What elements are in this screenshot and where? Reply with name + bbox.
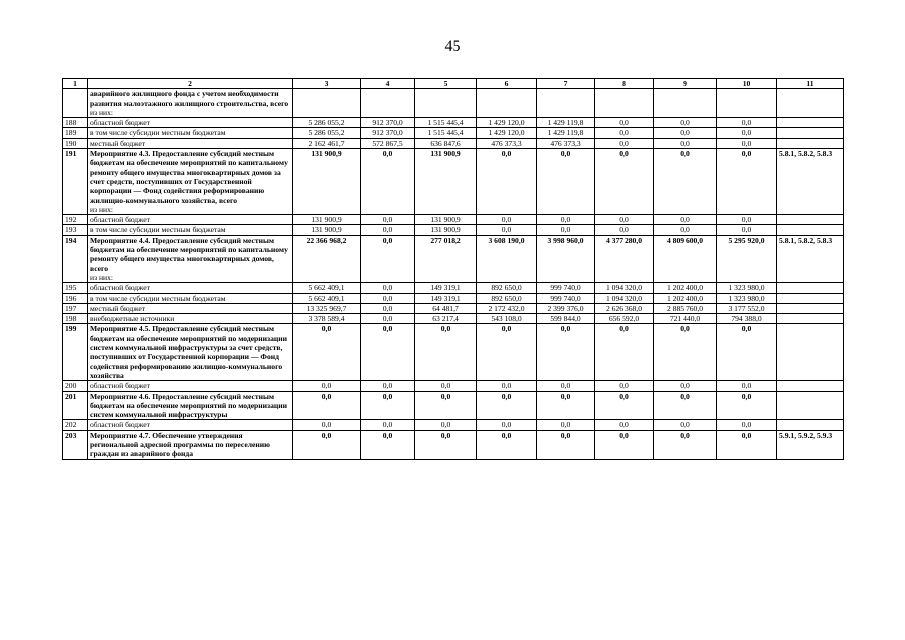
row-description	[88, 303, 293, 313]
row-description-text: внебюджетные источники	[90, 314, 175, 324]
value-cell: 0,0	[654, 128, 717, 138]
row-number: 193	[63, 225, 88, 235]
value-cell: 0,0	[477, 324, 537, 381]
value-cell: 1 202 400,0	[654, 293, 717, 303]
value-cell: 0,0	[477, 430, 537, 459]
indicator-code-cell	[777, 215, 844, 225]
value-cell: 2 885 760,0	[654, 303, 717, 313]
table-row	[63, 283, 844, 293]
header-cell-5: 5	[415, 79, 477, 89]
value-cell: 912 370,0	[361, 128, 415, 138]
value-cell: 0,0	[717, 324, 777, 381]
value-cell: 912 370,0	[361, 118, 415, 128]
value-cell	[293, 89, 361, 118]
value-cell: 0,0	[361, 314, 415, 324]
value-cell: 131 900,9	[293, 225, 361, 235]
value-cell	[415, 89, 477, 118]
value-cell: 22 366 968,2	[293, 235, 361, 282]
value-cell: 0,0	[361, 420, 415, 430]
row-description-text: местный бюджет	[90, 303, 146, 313]
table-header-row	[63, 79, 844, 89]
value-cell: 0,0	[654, 118, 717, 128]
value-cell: 0,0	[477, 420, 537, 430]
value-cell: 0,0	[361, 215, 415, 225]
value-cell: 5 286 055,2	[293, 118, 361, 128]
value-cell: 0,0	[361, 381, 415, 391]
value-cell: 0,0	[595, 215, 654, 225]
table-row	[63, 138, 844, 148]
indicator-code-cell: 5.8.1, 5.8.2, 5.8.3	[777, 235, 844, 282]
value-cell: 0,0	[717, 149, 777, 215]
row-description-tail: из них:	[90, 107, 113, 117]
row-description	[88, 118, 293, 128]
value-cell: 0,0	[595, 391, 654, 420]
indicator-code-cell	[777, 314, 844, 324]
value-cell: 0,0	[537, 149, 595, 215]
row-description	[88, 235, 293, 282]
table-row	[63, 391, 844, 420]
value-cell: 0,0	[654, 391, 717, 420]
value-cell: 0,0	[717, 138, 777, 148]
row-description	[88, 324, 293, 381]
indicator-code-cell	[777, 128, 844, 138]
header-cell-8: 8	[595, 79, 654, 89]
row-description-text: в том числе субсидии местным бюджетам	[90, 128, 226, 138]
value-cell: 0,0	[537, 391, 595, 420]
table-row	[63, 215, 844, 225]
value-cell	[537, 89, 595, 118]
value-cell: 4 809 600,0	[654, 235, 717, 282]
page-number: 45	[444, 38, 461, 55]
value-cell: 0,0	[361, 149, 415, 215]
row-description-text: Мероприятие 4.5. Предоставление субсидий местным бюджетам на обеспечение мероприятий по модернизации систем коммунальной инфраструктуры за счет средств, поступивших от Государственной корпорации — Фонд содействия реформированию жилищно-коммунального хозяйства	[90, 324, 288, 380]
value-cell: 0,0	[717, 128, 777, 138]
value-cell: 5 295 920,0	[717, 235, 777, 282]
table-row	[63, 381, 844, 391]
indicator-code-cell	[777, 381, 844, 391]
header-cell-1: 1	[63, 79, 88, 89]
value-cell: 2 626 368,0	[595, 303, 654, 313]
value-cell	[477, 89, 537, 118]
value-cell: 0,0	[654, 225, 717, 235]
row-description	[88, 215, 293, 225]
value-cell: 2 162 461,7	[293, 138, 361, 148]
row-number	[63, 89, 88, 118]
indicator-code-cell: 5.9.1, 5.9.2, 5.9.3	[777, 430, 844, 459]
value-cell: 0,0	[717, 391, 777, 420]
value-cell	[654, 89, 717, 118]
row-number: 196	[63, 293, 88, 303]
budget-table	[62, 78, 844, 460]
value-cell: 0,0	[654, 324, 717, 381]
value-cell: 1 515 445,4	[415, 118, 477, 128]
value-cell: 0,0	[537, 215, 595, 225]
row-description	[88, 430, 293, 459]
table-row	[63, 235, 844, 282]
value-cell: 63 217,4	[415, 314, 477, 324]
value-cell: 0,0	[717, 381, 777, 391]
value-cell: 0,0	[717, 420, 777, 430]
header-cell-3: 3	[293, 79, 361, 89]
value-cell: 131 900,9	[293, 215, 361, 225]
value-cell: 0,0	[293, 391, 361, 420]
table-row	[63, 303, 844, 313]
value-cell: 277 018,2	[415, 235, 477, 282]
value-cell: 0,0	[293, 324, 361, 381]
header-cell-9: 9	[654, 79, 717, 89]
row-number: 189	[63, 128, 88, 138]
table-row	[63, 128, 844, 138]
row-description-text: в том числе субсидии местным бюджетам	[90, 225, 226, 235]
row-description-text: Мероприятие 4.3. Предоставление субсидий местным бюджетам на обеспечение мероприятий по капитальному ремонту общего имущества многоквартирных домов за счет средств, поступивших от Государственной корпорации — Фонд содействия реформированию жилищно-коммунального хозяйства, всего	[90, 149, 288, 205]
value-cell: 0,0	[361, 324, 415, 381]
value-cell: 794 388,0	[717, 314, 777, 324]
value-cell: 0,0	[595, 324, 654, 381]
value-cell: 131 900,9	[415, 225, 477, 235]
indicator-code-cell	[777, 89, 844, 118]
row-description	[88, 293, 293, 303]
row-description-text: Мероприятие 4.7. Обеспечение утверждения региональной адресной программы по переселению граждан из аварийного фонда	[90, 430, 270, 459]
value-cell: 3 378 589,4	[293, 314, 361, 324]
value-cell: 476 373,3	[537, 138, 595, 148]
value-cell: 599 844,0	[537, 314, 595, 324]
row-number: 194	[63, 235, 88, 282]
value-cell: 0,0	[361, 391, 415, 420]
row-number: 200	[63, 381, 88, 391]
value-cell: 1 429 120,0	[477, 118, 537, 128]
value-cell: 1 515 445,4	[415, 128, 477, 138]
value-cell: 656 592,0	[595, 314, 654, 324]
row-description	[88, 420, 293, 430]
value-cell: 0,0	[717, 118, 777, 128]
value-cell: 0,0	[293, 430, 361, 459]
value-cell: 0,0	[537, 430, 595, 459]
row-description	[88, 149, 293, 215]
row-number: 190	[63, 138, 88, 148]
table-row	[63, 324, 844, 381]
row-description	[88, 225, 293, 235]
row-description	[88, 138, 293, 148]
value-cell: 0,0	[654, 420, 717, 430]
table-row	[63, 430, 844, 459]
indicator-code-cell	[777, 283, 844, 293]
table-row	[63, 225, 844, 235]
indicator-code-cell	[777, 324, 844, 381]
value-cell: 0,0	[595, 225, 654, 235]
value-cell: 0,0	[537, 420, 595, 430]
value-cell: 0,0	[293, 420, 361, 430]
value-cell: 721 440,0	[654, 314, 717, 324]
value-cell: 892 650,0	[477, 283, 537, 293]
row-description	[88, 283, 293, 293]
value-cell: 0,0	[595, 118, 654, 128]
indicator-code-cell	[777, 293, 844, 303]
indicator-code-cell	[777, 138, 844, 148]
indicator-code-cell: 5.8.1, 5.8.2, 5.8.3	[777, 149, 844, 215]
value-cell: 0,0	[477, 391, 537, 420]
value-cell: 0,0	[361, 235, 415, 282]
indicator-code-cell	[777, 303, 844, 313]
row-description	[88, 128, 293, 138]
header-cell-2: 2	[88, 79, 293, 89]
value-cell	[361, 89, 415, 118]
table-row	[63, 314, 844, 324]
table-row	[63, 420, 844, 430]
value-cell: 5 662 409,1	[293, 283, 361, 293]
header-cell-6: 6	[477, 79, 537, 89]
value-cell: 3 998 960,0	[537, 235, 595, 282]
value-cell: 4 377 280,0	[595, 235, 654, 282]
table-row	[63, 149, 844, 215]
value-cell: 0,0	[717, 430, 777, 459]
value-cell: 0,0	[361, 293, 415, 303]
value-cell: 0,0	[654, 138, 717, 148]
value-cell: 0,0	[477, 381, 537, 391]
row-description-tail: из них:	[90, 272, 113, 282]
row-description	[88, 314, 293, 324]
row-description-text: областной бюджет	[90, 381, 150, 391]
value-cell: 572 867,5	[361, 138, 415, 148]
value-cell: 0,0	[415, 381, 477, 391]
row-description	[88, 381, 293, 391]
value-cell: 0,0	[415, 420, 477, 430]
table-row	[63, 293, 844, 303]
row-number: 199	[63, 324, 88, 381]
row-description-text: в том числе субсидии местным бюджетам	[90, 293, 226, 303]
row-number: 203	[63, 430, 88, 459]
value-cell: 0,0	[415, 324, 477, 381]
value-cell: 0,0	[361, 283, 415, 293]
row-description-text: областной бюджет	[90, 283, 150, 293]
row-number: 188	[63, 118, 88, 128]
value-cell: 0,0	[537, 324, 595, 381]
value-cell: 0,0	[654, 215, 717, 225]
header-cell-10: 10	[717, 79, 777, 89]
value-cell	[595, 89, 654, 118]
value-cell: 131 900,9	[415, 149, 477, 215]
value-cell: 0,0	[654, 430, 717, 459]
value-cell: 0,0	[537, 225, 595, 235]
row-description-text: областной бюджет	[90, 215, 150, 225]
value-cell: 0,0	[537, 381, 595, 391]
table-row	[63, 89, 844, 118]
value-cell: 0,0	[477, 215, 537, 225]
row-number: 195	[63, 283, 88, 293]
row-number: 202	[63, 420, 88, 430]
indicator-code-cell	[777, 391, 844, 420]
header-cell-11: 11	[777, 79, 844, 89]
row-description-text: областной бюджет	[90, 420, 150, 430]
value-cell: 13 325 969,7	[293, 303, 361, 313]
value-cell: 0,0	[477, 225, 537, 235]
value-cell: 1 323 980,0	[717, 283, 777, 293]
header-cell-4: 4	[361, 79, 415, 89]
table-row	[63, 118, 844, 128]
value-cell: 636 847,6	[415, 138, 477, 148]
value-cell: 0,0	[717, 225, 777, 235]
value-cell: 892 650,0	[477, 293, 537, 303]
row-description-text: Мероприятие 4.6. Предоставление субсидий местным бюджетам на обеспечение мероприятий по модернизации систем коммунальной инфраструктуры	[90, 391, 288, 420]
value-cell: 476 373,3	[477, 138, 537, 148]
value-cell: 0,0	[595, 430, 654, 459]
header-cell-7: 7	[537, 79, 595, 89]
row-description-tail: из них:	[90, 204, 113, 214]
value-cell: 999 740,0	[537, 283, 595, 293]
row-description	[88, 391, 293, 420]
value-cell: 0,0	[415, 430, 477, 459]
value-cell: 1 429 119,8	[537, 128, 595, 138]
value-cell: 131 900,9	[415, 215, 477, 225]
value-cell: 149 319,1	[415, 283, 477, 293]
value-cell: 3 608 190,0	[477, 235, 537, 282]
value-cell: 0,0	[654, 149, 717, 215]
value-cell: 0,0	[717, 215, 777, 225]
value-cell: 0,0	[361, 430, 415, 459]
value-cell: 5 662 409,1	[293, 293, 361, 303]
row-number: 192	[63, 215, 88, 225]
value-cell	[717, 89, 777, 118]
value-cell: 0,0	[293, 381, 361, 391]
value-cell: 1 323 980,0	[717, 293, 777, 303]
row-description-text: областной бюджет	[90, 118, 150, 128]
value-cell: 1 094 320,0	[595, 283, 654, 293]
value-cell: 3 177 552,0	[717, 303, 777, 313]
value-cell: 149 319,1	[415, 293, 477, 303]
row-description-text: местный бюджет	[90, 138, 146, 148]
value-cell: 0,0	[595, 149, 654, 215]
row-number: 197	[63, 303, 88, 313]
value-cell: 0,0	[654, 381, 717, 391]
value-cell: 999 740,0	[537, 293, 595, 303]
value-cell: 0,0	[415, 391, 477, 420]
value-cell: 0,0	[595, 128, 654, 138]
value-cell: 5 286 055,2	[293, 128, 361, 138]
indicator-code-cell	[777, 225, 844, 235]
row-number: 198	[63, 314, 88, 324]
value-cell: 1 429 119,8	[537, 118, 595, 128]
value-cell: 2 399 376,0	[537, 303, 595, 313]
row-number: 201	[63, 391, 88, 420]
value-cell: 0,0	[595, 420, 654, 430]
value-cell: 64 481,7	[415, 303, 477, 313]
indicator-code-cell	[777, 420, 844, 430]
value-cell: 0,0	[595, 381, 654, 391]
row-description-text: аварийного жилищного фонда с учетом необходимости развития малоэтажного жилищного строительства, всего	[90, 89, 289, 108]
value-cell: 0,0	[361, 225, 415, 235]
value-cell: 131 900,9	[293, 149, 361, 215]
row-description-text: Мероприятие 4.4. Предоставление субсидий местным бюджетам на обеспечение мероприятий по капитальному ремонту общего имущества многоквартирных домов, всего	[90, 235, 288, 273]
row-description	[88, 89, 293, 118]
value-cell: 0,0	[361, 303, 415, 313]
row-number: 191	[63, 149, 88, 215]
value-cell: 1 094 320,0	[595, 293, 654, 303]
value-cell: 1 429 120,0	[477, 128, 537, 138]
value-cell: 1 202 400,0	[654, 283, 717, 293]
value-cell: 0,0	[595, 138, 654, 148]
value-cell: 0,0	[477, 149, 537, 215]
indicator-code-cell	[777, 118, 844, 128]
value-cell: 543 108,0	[477, 314, 537, 324]
value-cell: 2 172 432,0	[477, 303, 537, 313]
